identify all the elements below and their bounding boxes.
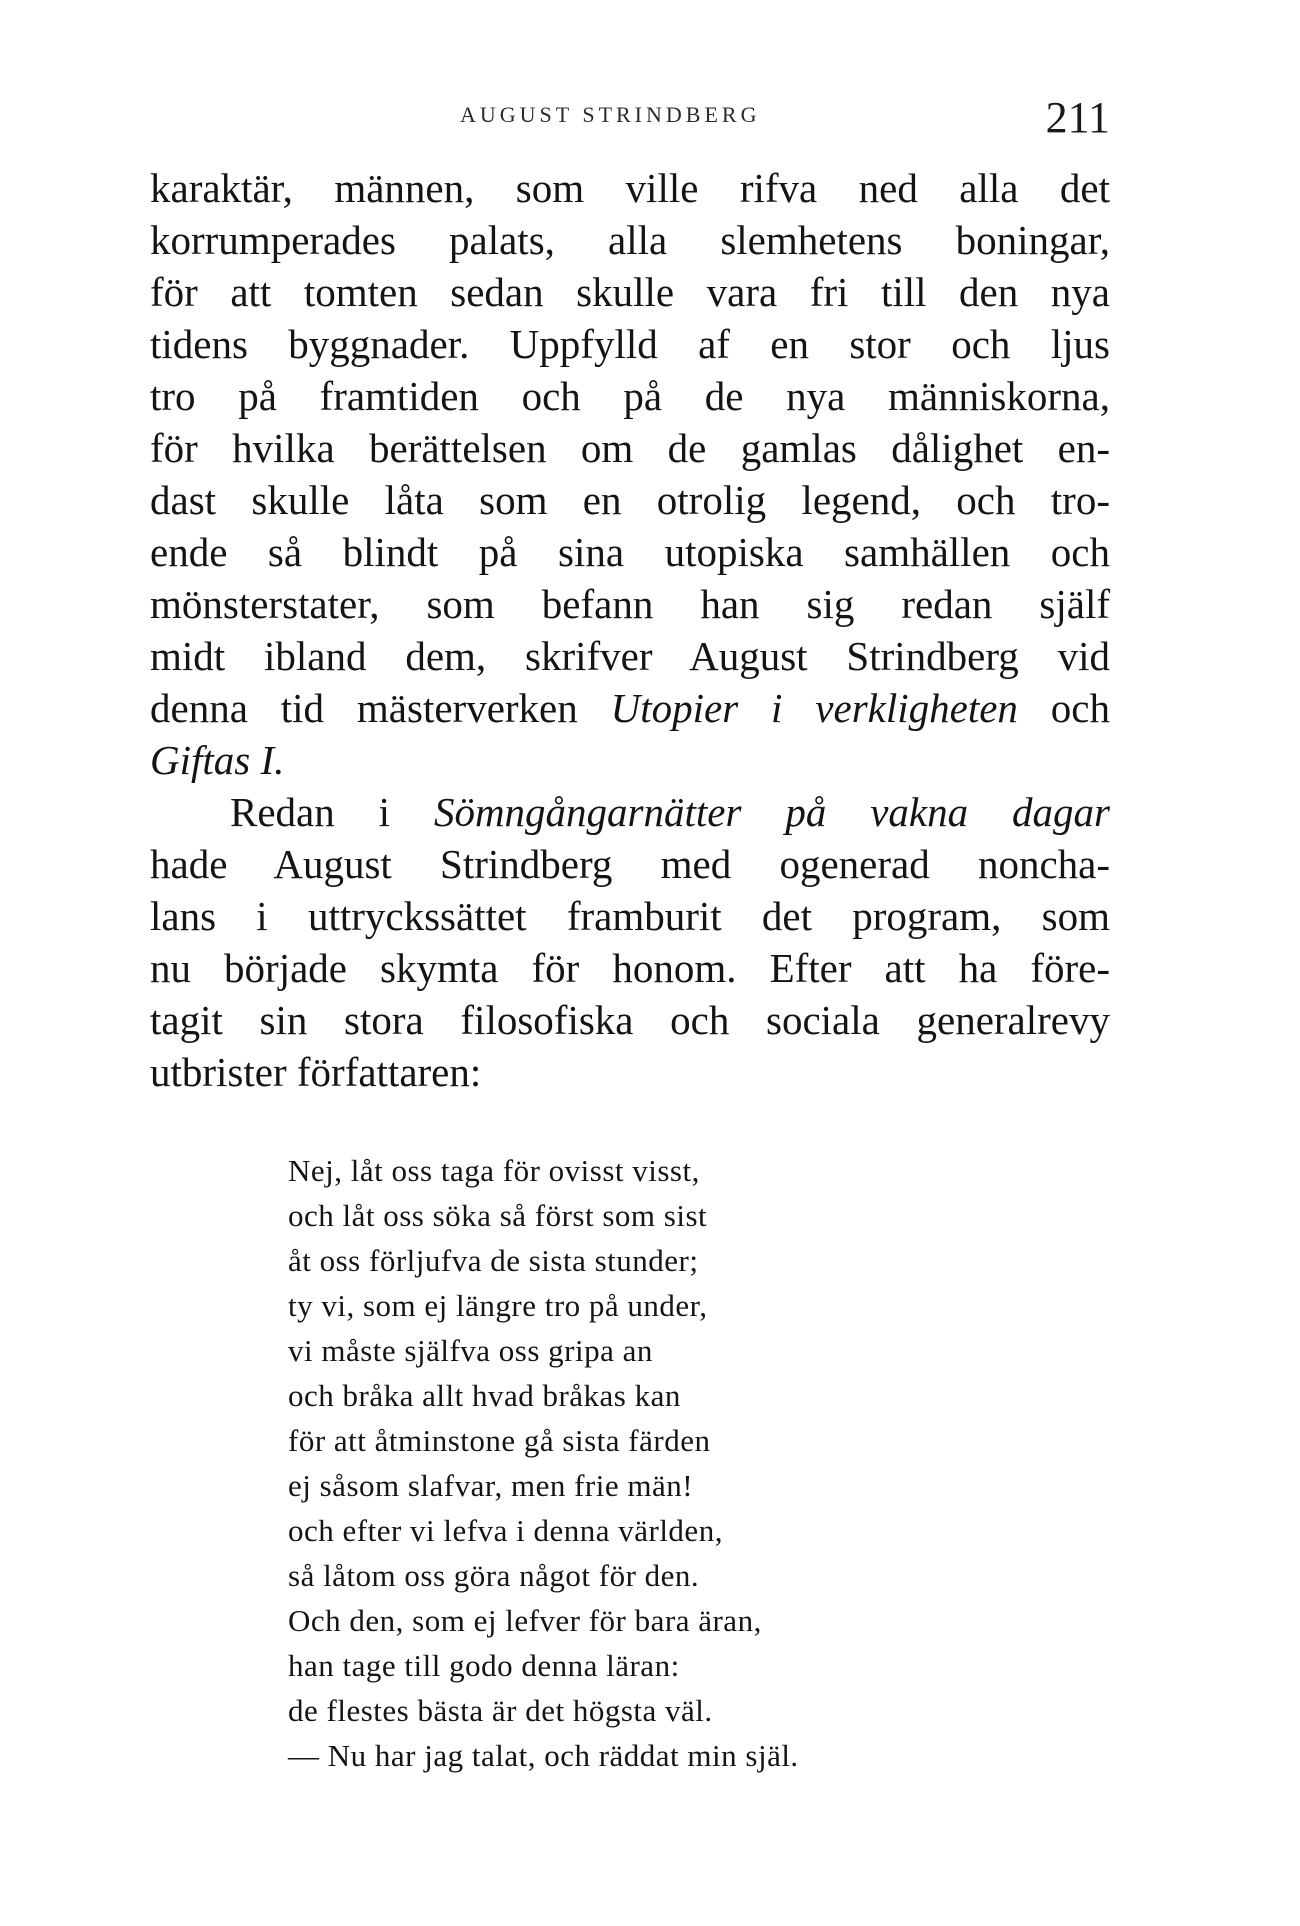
- text-fragment: denna tid mästerverken: [150, 685, 611, 731]
- verse-line: — Nu har jag talat, och räddat min själ.: [288, 1738, 799, 1773]
- verse-line: och bråka allt hvad bråkas kan: [288, 1378, 681, 1413]
- text-line: midt ibland dem, skrifver August Strindberg vid: [150, 633, 1110, 679]
- running-head: [150, 92, 1110, 152]
- verse-line: åt oss förljufva de sista stunder;: [288, 1243, 699, 1278]
- body-text: [150, 162, 1110, 1098]
- text-line: karaktär, männen, som ville rifva ned alla det: [150, 165, 1110, 211]
- text-line: tidens byggnader. Uppfylld af en stor och ljus: [150, 321, 1110, 367]
- text-line: tro på framtiden och på de nya människorna,: [150, 373, 1110, 419]
- verse-line: Och den, som ej lefver för bara äran,: [288, 1603, 762, 1638]
- text-line: tagit sin stora filosofiska och sociala generalrevy: [150, 997, 1110, 1043]
- text-line: [150, 786, 1110, 838]
- book-title-somngangarnatter: Sömngångarnätter på vakna dagar: [433, 789, 1110, 835]
- text-fragment: och: [1017, 685, 1110, 731]
- text-line: [150, 682, 1110, 734]
- text-fragment: Redan i: [230, 789, 434, 835]
- text-line: korrumperades palats, alla slemhetens boningar,: [150, 217, 1110, 263]
- text-line: dast skulle låta som en otrolig legend, och tro-: [150, 477, 1110, 523]
- book-title-utopier: Utopier i verkligheten: [610, 685, 1018, 731]
- text-line: [150, 734, 1110, 786]
- poem-quote: [288, 1148, 1028, 1778]
- page-number: 211: [1045, 93, 1110, 142]
- verse-line: vi måste själfva oss gripa an: [288, 1333, 653, 1368]
- running-title: AUGUST STRINDBERG: [460, 102, 761, 127]
- text-line: nu började skymta för honom. Efter att ha före-: [150, 945, 1110, 991]
- verse-line: för att åtminstone gå sista färden: [288, 1423, 711, 1458]
- verse-line: Nej, låt oss taga för ovisst visst,: [288, 1153, 700, 1188]
- verse-line: han tage till godo denna läran:: [288, 1648, 680, 1683]
- text-line: utbrister författaren:: [150, 1049, 482, 1095]
- verse-line: och efter vi lefva i denna världen,: [288, 1513, 723, 1548]
- text-line: för att tomten sedan skulle vara fri till den nya: [150, 269, 1110, 315]
- verse-line: och låt oss söka så först som sist: [288, 1198, 708, 1233]
- text-line: lans i uttryckssättet framburit det program, som: [150, 893, 1110, 939]
- verse-line: de flestes bästa är det högsta väl.: [288, 1693, 713, 1728]
- text-line: ende så blindt på sina utopiska samhällen och: [150, 529, 1110, 575]
- verse-line: ej såsom slafvar, men frie män!: [288, 1468, 694, 1503]
- text-line: för hvilka berättelsen om de gamlas dålighet en-: [150, 425, 1110, 471]
- verse-line: så låtom oss göra något för den.: [288, 1558, 700, 1593]
- text-line: hade August Strindberg med ogenerad noncha-: [150, 841, 1110, 887]
- text-line: mönsterstater, som befann han sig redan själf: [150, 581, 1110, 627]
- book-title-giftas: Giftas I.: [150, 737, 285, 783]
- verse-line: ty vi, som ej längre tro på under,: [288, 1288, 708, 1323]
